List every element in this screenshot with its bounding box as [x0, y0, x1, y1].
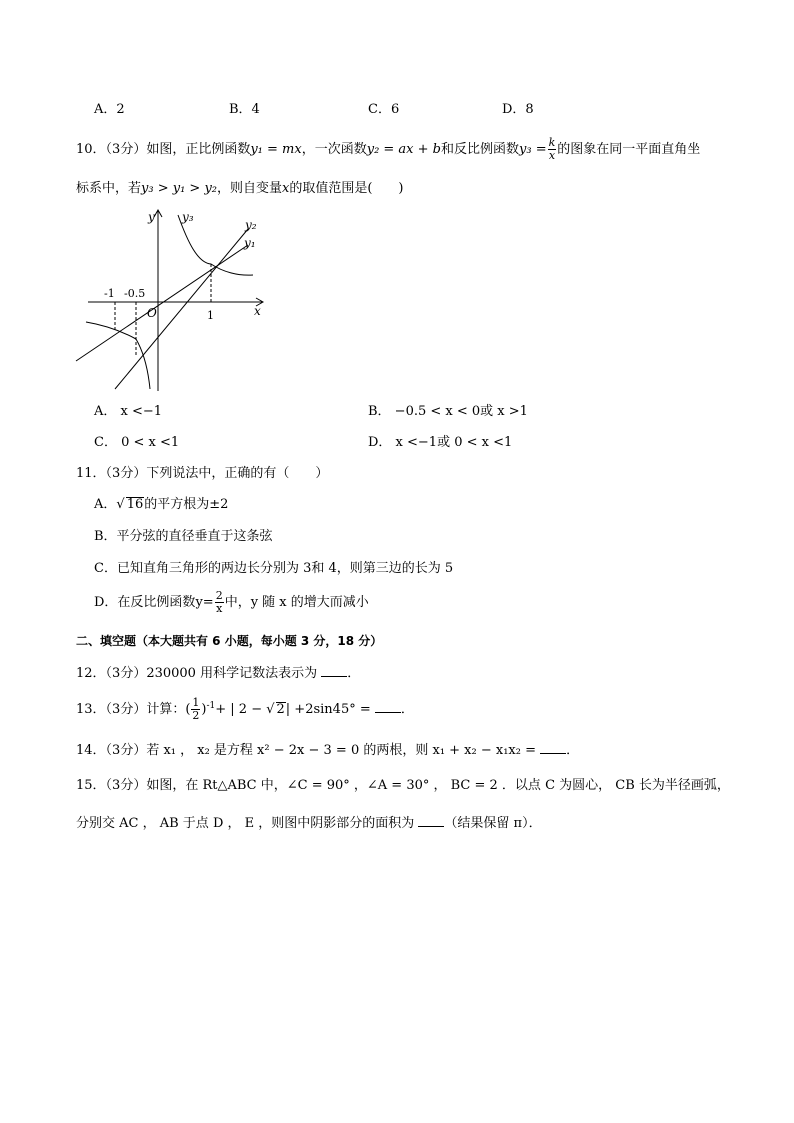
y1-line [76, 245, 248, 361]
q10-tail: 的图象在同一平面直角坐 [557, 142, 701, 157]
q13-exponent: -1 [206, 701, 216, 711]
q11-option-a: A．√ 16的平方根为±2 [94, 497, 229, 512]
q13-tail: | +2sin45° = [285, 702, 375, 717]
section-heading-fill-in: 二、填空题（本大题共有 6 小题，每小题 3 分，18 分） [76, 634, 383, 648]
y3-branch-left [86, 322, 150, 389]
label-y1: y₁ [244, 236, 256, 250]
q13-fraction [191, 697, 200, 722]
q11-d-den: x [216, 602, 223, 615]
q11-a-post: 的平方根为±2 [144, 497, 229, 512]
q14-answer-blank[interactable] [540, 741, 566, 754]
q9-option-a: A．2 [94, 102, 125, 117]
label-y3: y₃ [182, 210, 194, 224]
q10-f3-den: x [548, 149, 556, 162]
q13-num: 1 [192, 696, 200, 709]
q13-answer-blank[interactable] [375, 700, 401, 713]
q13-den: 2 [192, 709, 200, 722]
q14-stem [76, 741, 579, 760]
label-one: 1 [207, 309, 214, 322]
q10-f2: y₂ = ax + b [366, 142, 441, 157]
q9-option-c: C．6 [368, 102, 400, 117]
q10-function-graph [70, 205, 270, 395]
q10-option-d: D． x <−1或 0 < x <1 [368, 435, 513, 450]
q10-line2-head: 标系中，若 [76, 181, 142, 196]
label-y: y [148, 210, 155, 224]
q10-option-a: A． x <−1 [94, 404, 163, 419]
q15-stem-line2 [76, 814, 542, 833]
q12-end: ． [347, 666, 361, 681]
y3-branch-right [178, 215, 253, 275]
q14-text: 14．（3分）若 x₁ ， x₂ 是方程 x² − 2x − 3 = 0 的两根，则 x₁ + x₂ − x₁x₂ = [76, 743, 541, 758]
q12-stem [76, 664, 360, 683]
label-y2: y₂ [245, 218, 257, 232]
q12-text: 12．（3分）230000 用科学记数法表示为 [76, 666, 322, 681]
q10-option-b: B． −0.5 < x < 0或 x >1 [368, 404, 528, 419]
q11-stem: 11．（3分）下列说法中，正确的有（ ） [76, 466, 329, 481]
q10-mid2: 和反比例函数 [441, 142, 520, 157]
q10-mid1: ，一次函数 [301, 142, 367, 157]
q13-mid: + | 2 − [215, 702, 263, 717]
q11-a-prefix: A． [94, 497, 117, 512]
q15-line2-text: 分别交 AC ， AB 于点 D ， E ，则图中阴影部分的面积为 [76, 816, 419, 831]
label-origin: O [147, 306, 157, 320]
q10-f3-num: k [548, 136, 556, 149]
q14-end: ． [566, 743, 580, 758]
q11-a-radicand: 16 [126, 497, 144, 512]
q10-f1: y₁ = mx [250, 142, 302, 157]
y2-line [115, 229, 248, 389]
label-minus1: -1 [104, 287, 115, 300]
q10-variable: x [282, 181, 290, 196]
label-minus05: -0.5 [124, 287, 146, 300]
q11-option-d [94, 590, 369, 615]
q11-d-post: 中，y 随 x 的增大而减小 [224, 595, 369, 610]
q13-end: ． [400, 702, 414, 717]
q11-d-num: 2 [215, 589, 223, 602]
q15-line2-end: （结果保留 π）． [444, 816, 542, 831]
q11-d-prefix: D．在反比例函数 [94, 595, 196, 610]
q10-line2-end: 的取值范围是( ) [289, 181, 404, 196]
q10-f3-left: y₃ = [519, 142, 547, 157]
q10-line2-tail: ，则自变量 [217, 181, 283, 196]
q15-answer-blank[interactable] [418, 814, 444, 827]
q11-option-b: B．平分弦的直径垂直于这条弦 [94, 529, 273, 544]
q10-stem-line1 [76, 137, 700, 162]
q9-option-d: D．8 [502, 102, 534, 117]
q10-condition: y₃ > y₁ > y₂ [141, 181, 217, 196]
q11-d-fraction [215, 590, 224, 615]
q10-head: 10．（3分）如图，正比例函数 [76, 142, 251, 157]
q11-option-c: C．已知直角三角形的两边长分别为 3和 4，则第三边的长为 5 [94, 561, 454, 576]
label-x: x [254, 304, 261, 318]
q13-head: 13．（3分）计算：( [76, 702, 191, 717]
q11-d-y: y= [195, 595, 214, 610]
q15-stem-line1: 15．（3分）如图，在 Rt△ABC 中，∠C = 90° ，∠A = 30° ， BC = 2 ．以点 C 为圆心， CB 长为半径画弧， [76, 778, 730, 793]
q10-option-c: C． 0 < x <1 [94, 435, 180, 450]
q13-radicand: 2 [276, 702, 285, 717]
q9-option-b: B．4 [229, 102, 260, 117]
q13-stem: 13．（3分）计算：( $\frac{1}{2}$ )$^{-1}$+ | 2 − √ 2| +2sin45° = ． [76, 696, 414, 722]
q10-f3-fraction [548, 137, 557, 162]
q10-stem-line2 [76, 180, 404, 198]
q12-answer-blank[interactable] [321, 664, 347, 677]
